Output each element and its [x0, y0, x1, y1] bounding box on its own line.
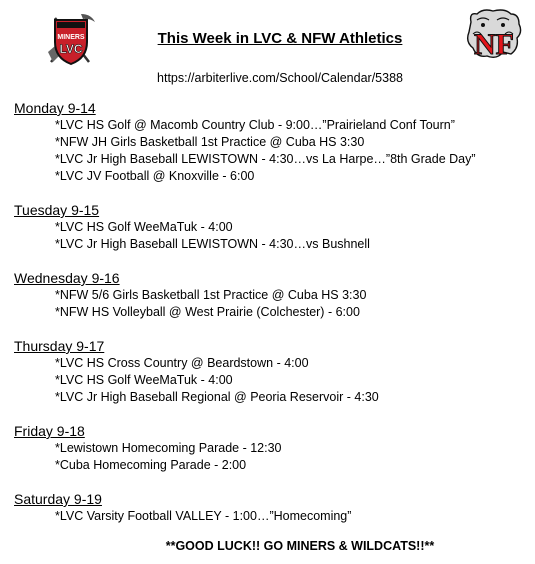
day-section: [14, 423, 535, 474]
day-section: [14, 100, 535, 185]
event-item: *LVC HS Cross Country @ Beardstown - 4:00: [55, 356, 309, 370]
lvc-logo-text: LVC: [59, 42, 83, 56]
miners-arc-text: MINERS: [57, 34, 85, 41]
event-item: *Cuba Homecoming Parade - 2:00: [55, 458, 247, 472]
event-item: *LVC Jr High Baseball LEWISTOWN - 4:30…vs La Harpe…”8th Grade Day”: [55, 152, 476, 166]
footer-message: **GOOD LUCK!! GO MINERS & WILDCATS!!**: [165, 539, 435, 553]
event-item: *LVC HS Golf WeeMaTuk - 4:00: [55, 373, 233, 387]
event-item: *NFW JH Girls Basketball 1st Practice @ Cuba HS 3:30: [55, 135, 365, 149]
day-heading: Thursday 9-17: [14, 338, 105, 354]
day-heading: Monday 9-14: [14, 100, 96, 116]
event-item: *LVC HS Golf @ Macomb Country Club - 9:00…”Prairieland Conf Tourn”: [55, 118, 455, 132]
event-item: *Lewistown Homecoming Parade - 12:30: [55, 441, 282, 455]
event-item: *LVC Jr High Baseball Regional @ Peoria Reservoir - 4:30: [55, 390, 379, 404]
event-item: *LVC JV Football @ Knoxville - 6:00: [55, 169, 255, 183]
page-title: This Week in LVC & NFW Athletics: [157, 30, 403, 47]
day-section: [14, 491, 535, 525]
schedule-list: [14, 100, 535, 542]
day-section: [14, 202, 535, 253]
event-item: *NFW 5/6 Girls Basketball 1st Practice @ Cuba HS 3:30: [55, 288, 367, 302]
event-item: *LVC Varsity Football VALLEY - 1:00…”Homecoming”: [55, 509, 352, 523]
event-item: *LVC Jr High Baseball LEWISTOWN - 4:30…vs Bushnell: [55, 237, 370, 251]
day-heading: Tuesday 9-15: [14, 202, 100, 218]
day-heading: Friday 9-18: [14, 423, 85, 439]
day-heading: Wednesday 9-16: [14, 270, 120, 286]
day-section: [14, 270, 535, 321]
nf-logo-text: NF: [474, 28, 514, 61]
calendar-url[interactable]: https://arbiterlive.com/School/Calendar/5388: [157, 71, 403, 85]
day-heading: Saturday 9-19: [14, 491, 102, 507]
event-item: *NFW HS Volleyball @ West Prairie (Colchester) - 6:00: [55, 305, 360, 319]
day-section: [14, 338, 535, 406]
event-item: *LVC HS Golf WeeMaTuk - 4:00: [55, 220, 233, 234]
